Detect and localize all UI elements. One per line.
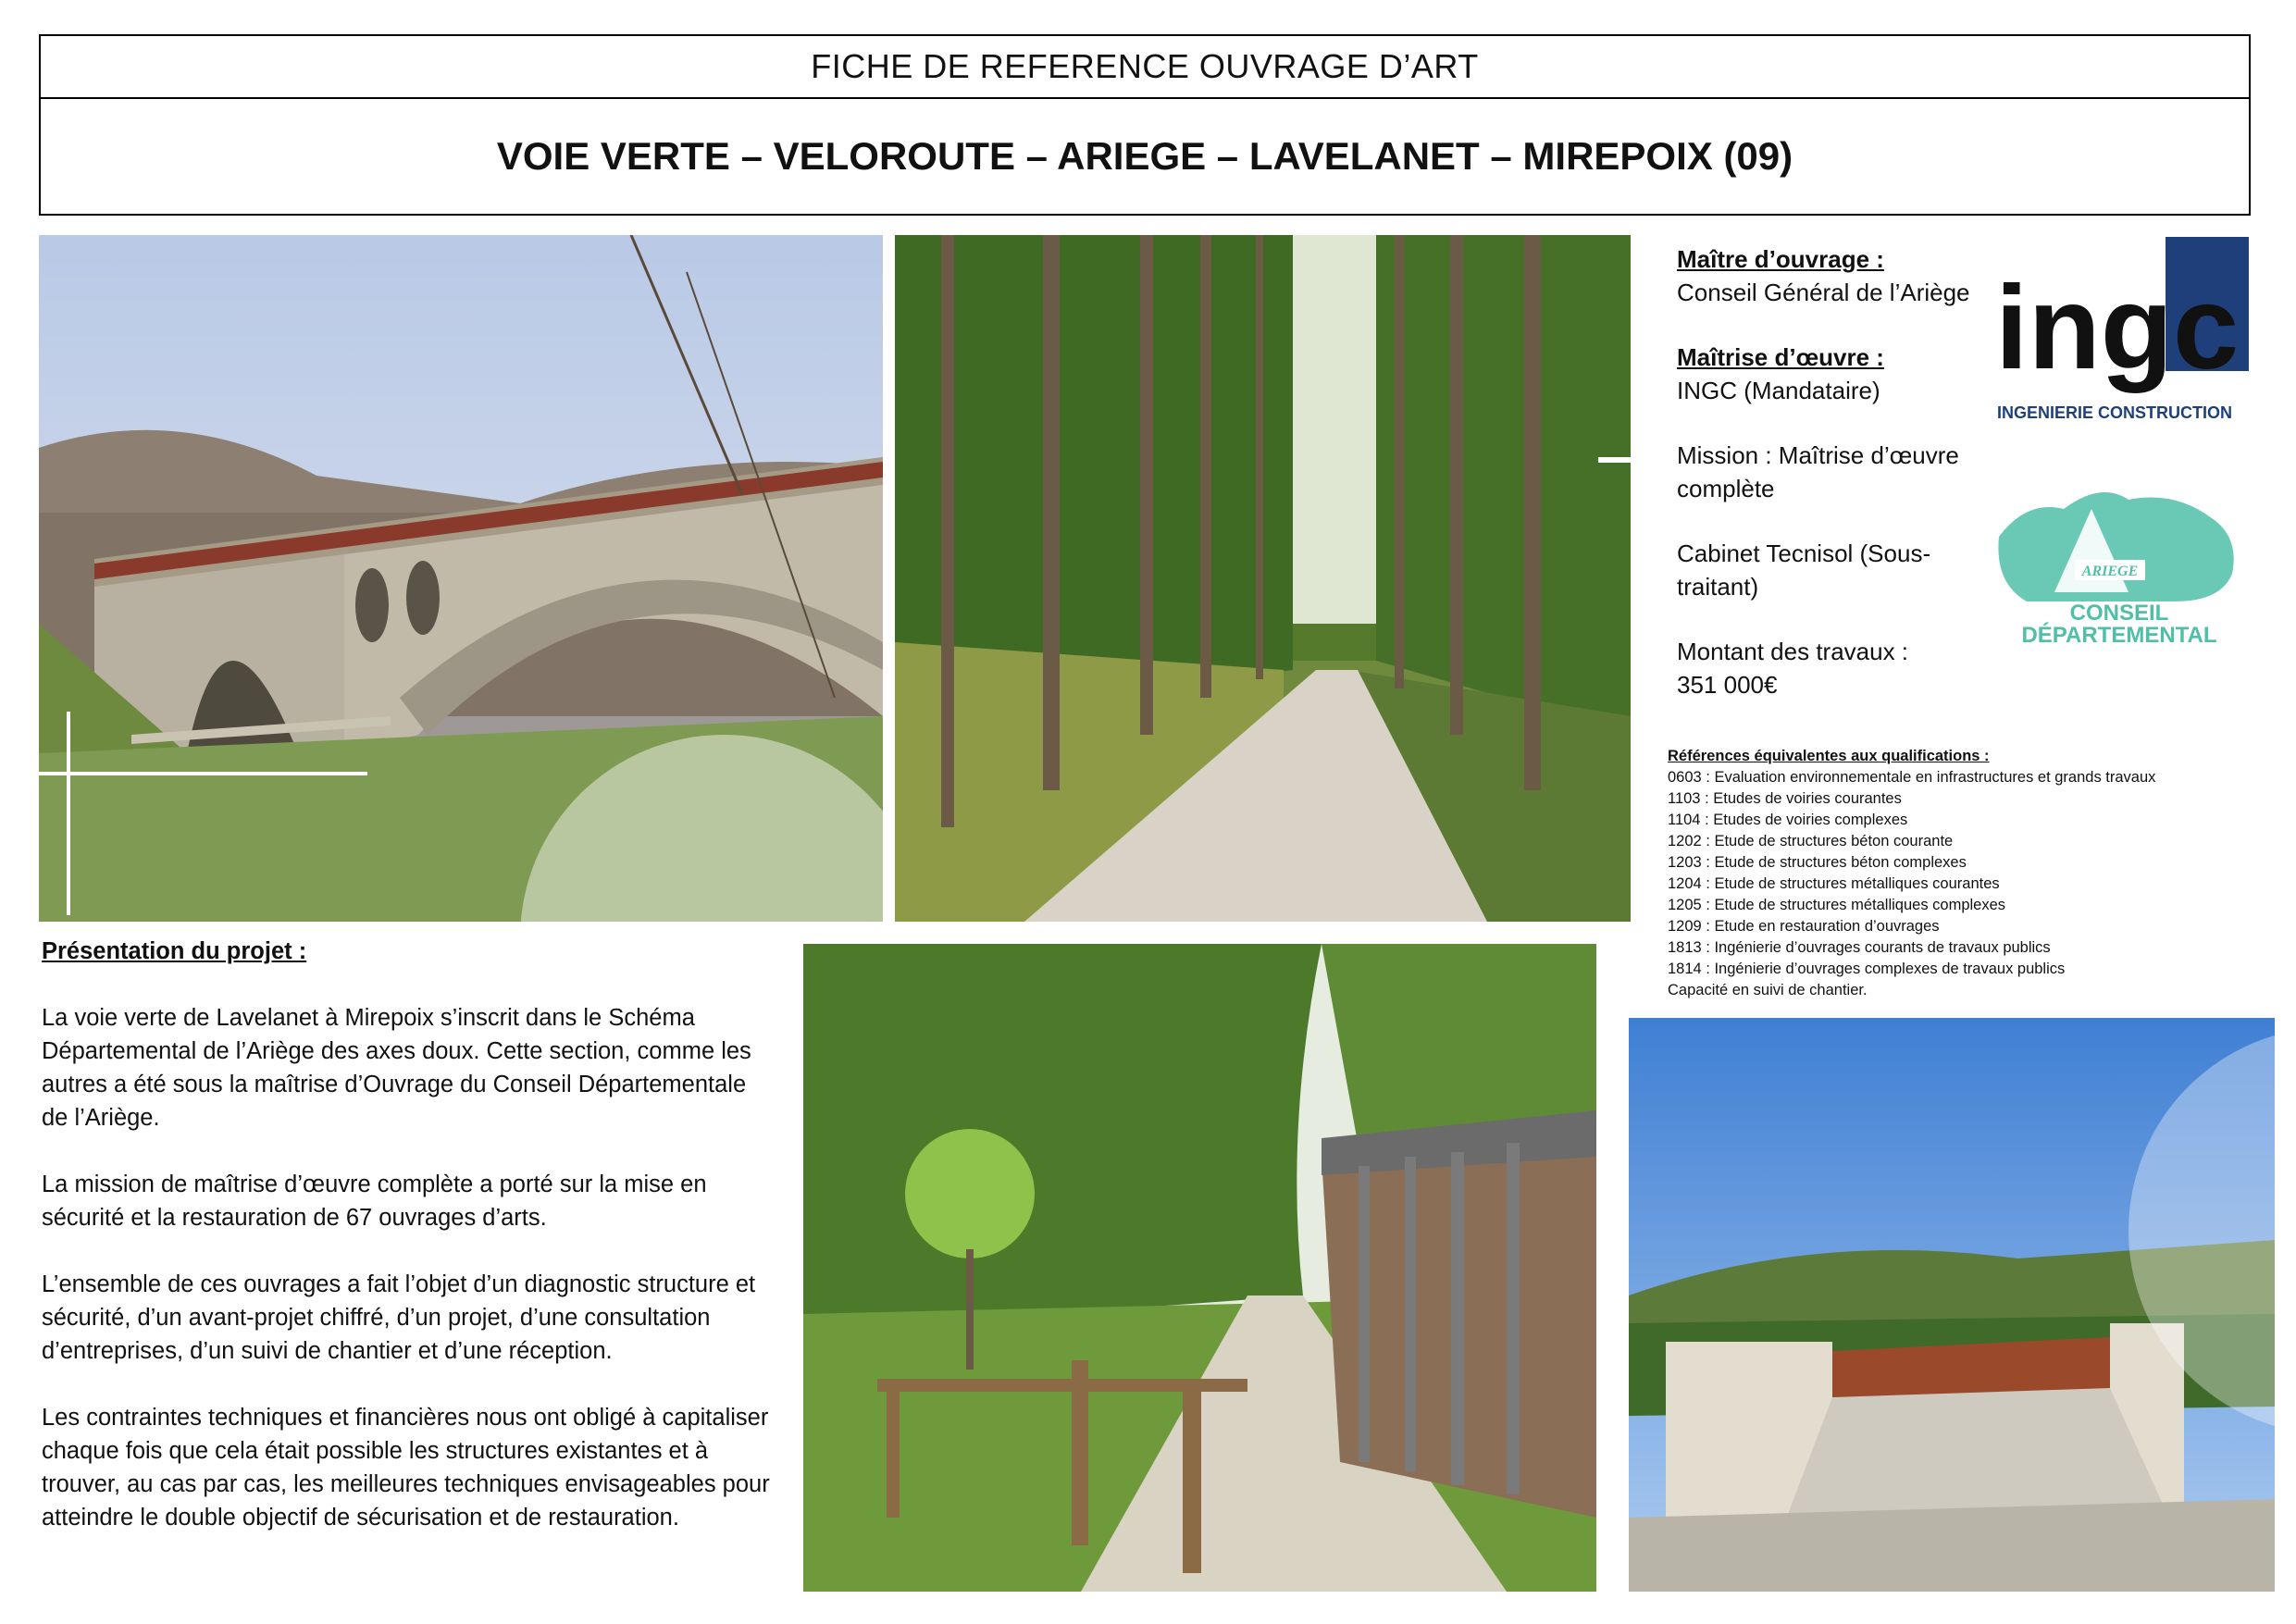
mission-text: Mission : Maîtrise d’œuvre complète (1677, 441, 1959, 502)
ingc-logo-subtitle: INGENIERIE CONSTRUCTION (1997, 403, 2233, 422)
presentation-paragraph: L’ensemble de ces ouvrages a fait l’objet d’un diagnostic structure et sécurité, d’un avant-projet chiffré, d’un projet, d’une consultation d’entreprises, d’un suivi de chantier et d’une réception. (42, 1271, 756, 1364)
project-title: VOIE VERTE – VELOROUTE – ARIEGE – LAVELANET – MIREPOIX (09) (496, 134, 1793, 178)
project-title-box (39, 97, 2251, 216)
photo-park-path-shelter (803, 944, 1596, 1592)
presentation-title: Présentation du projet : (42, 938, 307, 964)
photo-tree-lined-path (895, 235, 1631, 922)
owner-label: Maître d’ouvrage : (1677, 245, 1884, 273)
presentation-paragraph: La voie verte de Lavelanet à Mirepoix s’inscrit dans le Schéma Départemental de l’Ariège des axes doux. Cette section, comme les autres a été sous la maîtrise d’Ouvrage du Conseil Départementale de l’Ariège. (42, 1005, 751, 1131)
document-type: FICHE DE REFERENCE OUVRAGE D’ART (811, 47, 1479, 85)
owner-value: Conseil Général de l’Ariège (1677, 279, 1970, 306)
ingc-logo (1992, 237, 2249, 427)
reference-item: 1813 : Ingénierie d’ouvrages courants de travaux publics (1668, 939, 2051, 956)
reference-item: 1202 : Etude de structures béton courante (1668, 833, 1954, 849)
reference-item: 1104 : Etudes de voiries complexes (1668, 812, 1908, 828)
reference-item: 0603 : Evaluation environnementale en infrastructures et grands travaux (1668, 769, 2156, 786)
references-title: Références équivalentes aux qualifications : (1668, 748, 1990, 764)
moe-label: Maîtrise d’œuvre : (1677, 343, 1884, 371)
reference-item: 1103 : Etudes de voiries courantes (1668, 790, 1902, 807)
reference-item: 1209 : Etude en restauration d’ouvrages (1668, 918, 1940, 935)
ariege-logo-line2: DÉPARTEMENTAL (2021, 623, 2217, 648)
amount-value: 351 000€ (1677, 671, 1778, 699)
presentation-paragraph: Les contraintes techniques et financières nous ont obligé à capitaliser chaque fois que cela était possible les structures existantes et à trouver, au cas par cas, les meilleures techniques envisageables pour atteindre le double objectif de sécurisation et de restauration. (42, 1405, 770, 1531)
document-type-header (39, 34, 2251, 99)
ingc-logo-text: ingc (1995, 262, 2240, 394)
reference-item: Capacité en suivi de chantier. (1668, 982, 1868, 998)
ariege-logo-line1: CONSEIL (2069, 601, 2169, 626)
reference-item: 1205 : Etude de structures métalliques complexes (1668, 897, 2006, 913)
reference-item: 1204 : Etude de structures métalliques courantes (1668, 875, 2000, 892)
presentation-paragraph: La mission de maîtrise d’œuvre complète a porté sur la mise en sécurité et la restauration de 67 ouvrages d’arts. (42, 1172, 707, 1231)
project-info (1677, 242, 1982, 733)
reference-item: 1814 : Ingénierie d’ouvrages complexes de travaux publics (1668, 961, 2066, 977)
project-presentation (42, 935, 773, 1568)
ariege-logo (1990, 472, 2258, 648)
photo-stone-bridge (39, 235, 883, 922)
qualification-references (1668, 746, 2260, 1001)
moe-value: INGC (Mandataire) (1677, 377, 1880, 404)
amount-label: Montant des travaux : (1677, 638, 1909, 665)
ariege-badge-text: ARIEGE (2081, 564, 2139, 579)
subcontractor-text: Cabinet Tecnisol (Sous-traitant) (1677, 539, 1931, 601)
photo-restored-bridge (1629, 1018, 2275, 1592)
reference-item: 1203 : Etude de structures béton complexes (1668, 854, 1967, 871)
